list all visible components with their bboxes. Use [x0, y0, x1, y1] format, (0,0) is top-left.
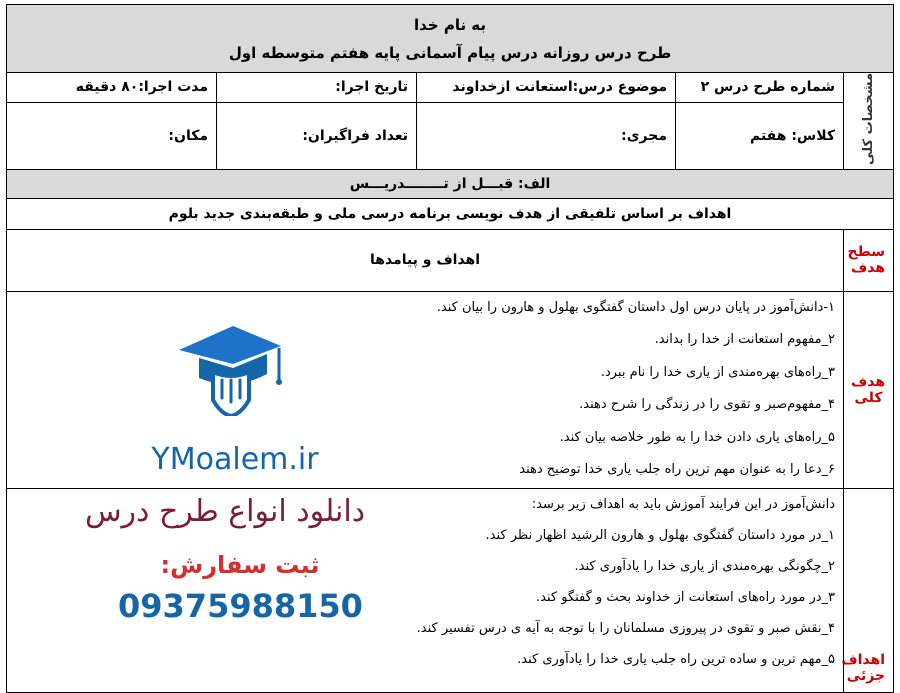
participants-count: تعداد فراگیران:	[217, 102, 417, 169]
lesson-topic: موضوع درس:استعانت ازخداوند	[417, 73, 676, 103]
partial-goals-list	[15, 489, 835, 675]
partial-goals-intro: دانش‌آموز در این فرایند آموزش باید به اهداف زیر برسد:	[531, 496, 836, 512]
execution-date: تاریخ اجرا:	[217, 73, 417, 103]
class-level: کلاس: هفتم	[676, 102, 844, 169]
instructor: مجری:	[417, 102, 676, 169]
header-title: طرح درس روزانه درس پیام آسمانی پایه هفتم متوسطه اول	[228, 43, 672, 62]
partial-goal-label: اهداف جزئی	[844, 488, 894, 692]
general-goal-item: ۶_دعا را به عنوان مهم ترین راه جلب یاری خدا توضیح دهند	[519, 462, 836, 478]
partial-goals-cell	[7, 488, 844, 692]
general-goals-cell	[7, 291, 844, 488]
general-goal-item: ۲_مفهوم استعانت از خدا را بداند.	[654, 332, 836, 348]
partial-goal-item: ۵_مهم ترین و ساده ترین راه جلب یاری خدا را یادآوری کند.	[517, 651, 836, 667]
info-side-label: مشخصات کلی	[860, 73, 876, 165]
general-goal-item: ۱-دانش‌آموز در پایان درس اول داستان گفتگوی بهلول و هارون را بیان کند.	[436, 299, 836, 315]
info-side-label-cell	[844, 73, 894, 170]
brand-text: YMoalem.ir	[151, 442, 319, 477]
duration: مدت اجرا:۸۰ دقیقه	[7, 73, 217, 103]
title-cell	[7, 5, 894, 73]
section-a-title: الف: قبـــل از تــــــــدریـــس	[7, 169, 894, 198]
general-goal-label: هدف کلی	[844, 291, 894, 488]
phone-number: 09375988150	[118, 587, 363, 625]
goal-level-header: سطح هدف	[844, 229, 894, 291]
goals-outcomes-header: اهداف و پیامدها	[7, 229, 844, 291]
general-goal-item: ۳_راه‌های بهره‌مندی از یاری خدا را نام ببرد.	[600, 364, 836, 380]
partial-goal-item: ۴_نقش صبر و تقوی در پیروزی مسلمانان را با توجه به آیه ی درس تفسیر کند.	[416, 620, 836, 636]
lesson-plan-table	[6, 4, 894, 693]
general-goal-item: ۵_راه‌های یاری دادن خدا را به طور خلاصه بیان کند.	[559, 429, 836, 445]
general-goals-list	[15, 292, 835, 487]
general-goal-item: ۴_مفهوم‌صبر و تقوی را در زندگی را شرح دهند.	[579, 397, 836, 413]
partial-goal-item: ۱_در مورد داستان گفتگوی بهلول و هارون الرشید اظهار نظر کند.	[485, 527, 836, 543]
header-bismillah: به نام خدا	[413, 15, 487, 34]
promo-title: دانلود انواع طرح درس	[84, 494, 366, 529]
lesson-plan-number: شماره طرح درس ۲	[676, 73, 844, 103]
partial-goal-item: ۳_در مورد راه‌های استعانت از خداوند بحث و گفتگو کند.	[536, 589, 836, 605]
section-a-subtitle: اهداف بر اساس تلفیقی از هدف نویسی برنامه درسی ملی و طبقه‌بندی جدید بلوم	[7, 198, 894, 229]
location: مکان:	[7, 102, 217, 169]
order-label: ثبت سفارش:	[160, 551, 320, 579]
partial-goal-item: ۲_چگونگی بهره‌مندی از یاری خدا را یادآوری کند.	[574, 558, 836, 574]
